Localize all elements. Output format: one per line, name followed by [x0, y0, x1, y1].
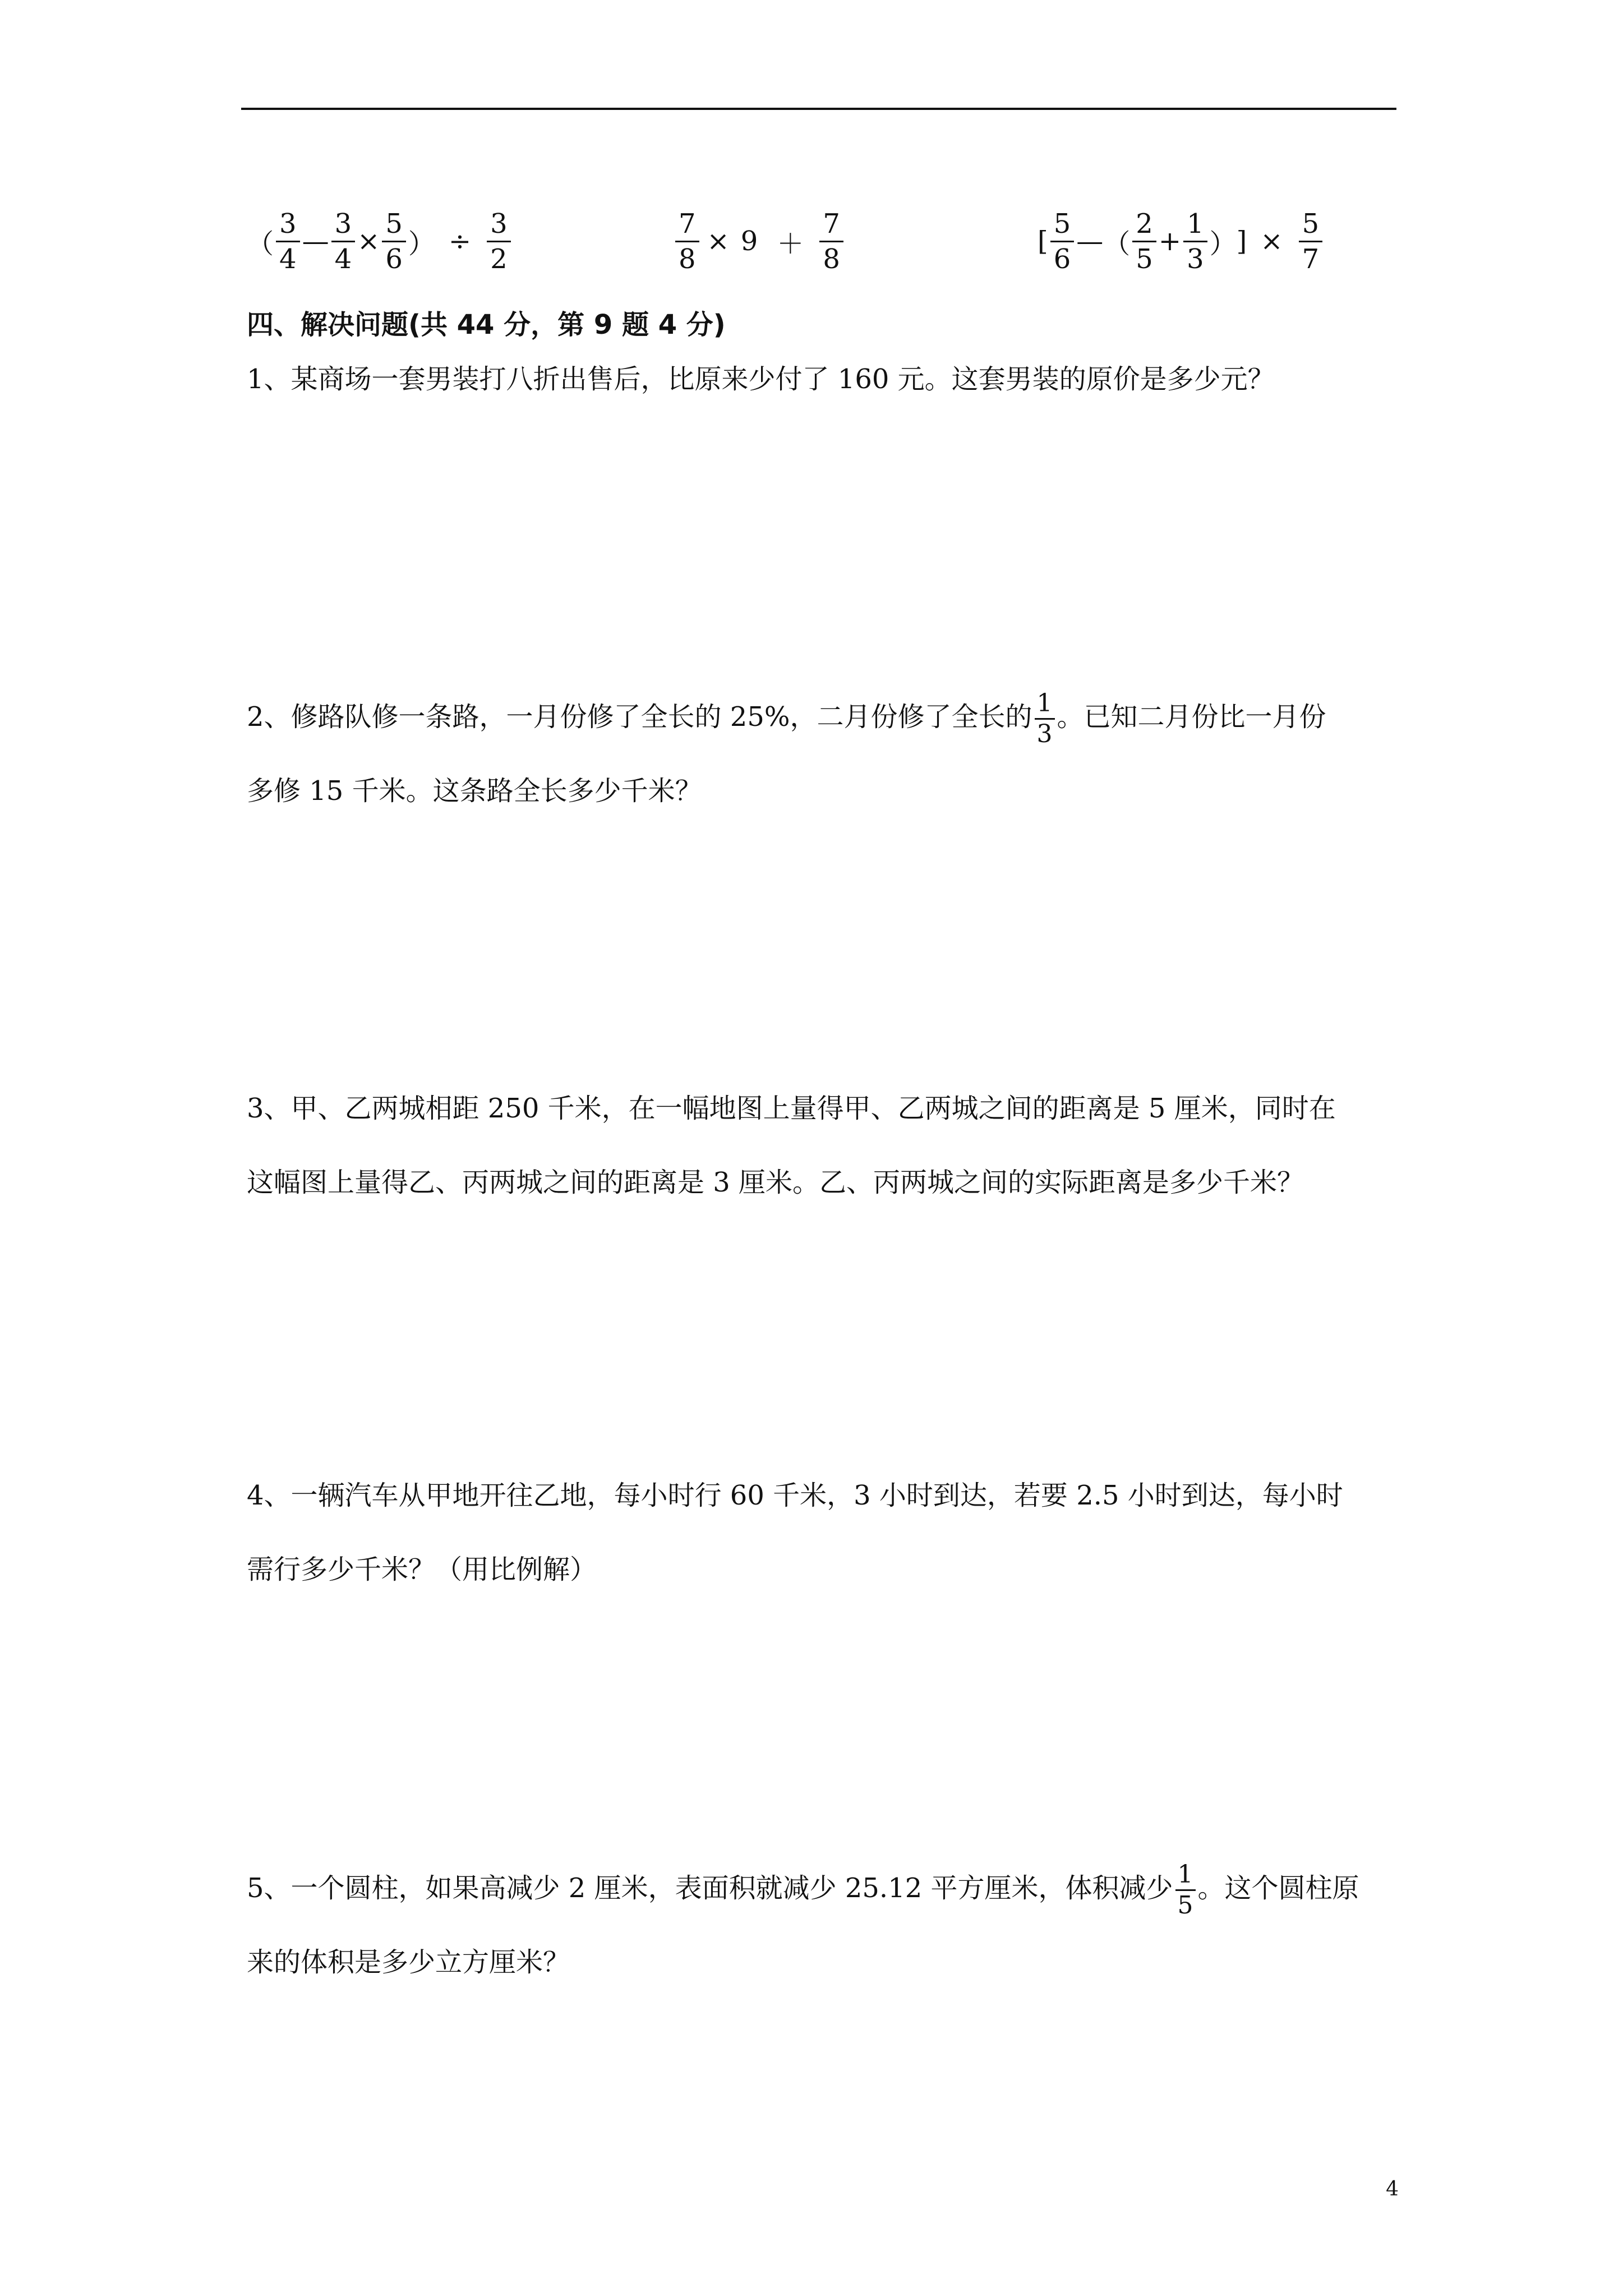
question-5	[247, 1851, 1396, 1999]
question-text: 多修 15 千米。这条路全长多少千米？	[247, 775, 702, 807]
fraction: $\frac{5}{6}$	[382, 210, 406, 273]
plus-sign: +	[1158, 226, 1182, 257]
header-rule	[241, 108, 1396, 110]
minus-sign: —	[1076, 226, 1104, 257]
open-paren: （	[1103, 228, 1131, 260]
question-text: 5、一个圆柱，如果高减少 2 厘米，表面积就减少 25.12 平方厘米，体积减少 $\frac{1}{5}$ 。这个圆柱原	[247, 1860, 1359, 1920]
divide-sign: ÷	[448, 226, 472, 257]
expression-2	[673, 202, 846, 280]
times-sign: ×	[1260, 226, 1283, 257]
open-paren: （	[247, 228, 274, 260]
fraction: $\frac{3}{2}$	[487, 210, 511, 273]
fraction: $\frac{1}{5}$	[1175, 1862, 1196, 1918]
minus-sign: —	[302, 226, 329, 257]
times-sign: ×	[707, 226, 730, 257]
fraction: $\frac{1}{3}$	[1183, 210, 1207, 273]
question-text: 这幅图上量得乙、丙两城之间的距离是 3 厘米。乙、丙两城之间的实际距离是多少千米？	[247, 1167, 1304, 1198]
times-sign: ×	[357, 226, 380, 257]
fraction: $\frac{5}{7}$	[1299, 210, 1323, 273]
fraction: $\frac{7}{8}$	[675, 210, 699, 273]
right-bracket: ]	[1236, 226, 1247, 257]
fraction: $\frac{1}{3}$	[1035, 691, 1055, 747]
page-number: 4	[1386, 2178, 1399, 2201]
fraction: $\frac{5}{6}$	[1050, 210, 1075, 273]
expression-1	[247, 202, 513, 280]
question-1	[247, 342, 1396, 416]
question-text: 来的体积是多少立方厘米？	[247, 1947, 570, 1978]
question-text: 需行多少千米？（用比例解）	[247, 1554, 597, 1585]
close-paren: ）	[408, 228, 435, 260]
close-paren: ）	[1209, 228, 1237, 260]
question-4	[247, 1458, 1396, 1607]
question-3	[247, 1071, 1396, 1220]
question-text: 3、甲、乙两城相距 250 千米，在一幅地图上量得甲、乙两城之间的距离是 5 厘米，同时在	[247, 1093, 1336, 1124]
question-2	[247, 680, 1396, 828]
plus-sign: ＋	[777, 228, 804, 260]
question-text: 4、一辆汽车从甲地开往乙地，每小时行 60 千米，3 小时到达，若要 2.5 小时到达，每小时	[247, 1480, 1343, 1511]
left-bracket: [	[1038, 226, 1048, 257]
question-text: 1、某商场一套男装打八折出售后，比原来少付了 160 元。这套男装的原价是多少元？	[247, 364, 1275, 395]
fraction: $\frac{3}{4}$	[276, 210, 300, 273]
expression-3	[1038, 202, 1325, 280]
calculation-expressions	[0, 202, 1623, 280]
fraction: $\frac{2}{5}$	[1132, 210, 1156, 273]
fraction: $\frac{3}{4}$	[331, 210, 356, 273]
question-text: 2、修路队修一条路，一月份修了全长的 25%，二月份修了全长的 $\frac{1}{3}$ 。已知二月份比一月份	[247, 689, 1326, 748]
number: 9	[740, 226, 758, 257]
fraction: $\frac{7}{8}$	[819, 210, 843, 273]
section-title: 四、解决问题(共 44 分，第 9 题 4 分)	[247, 309, 726, 341]
